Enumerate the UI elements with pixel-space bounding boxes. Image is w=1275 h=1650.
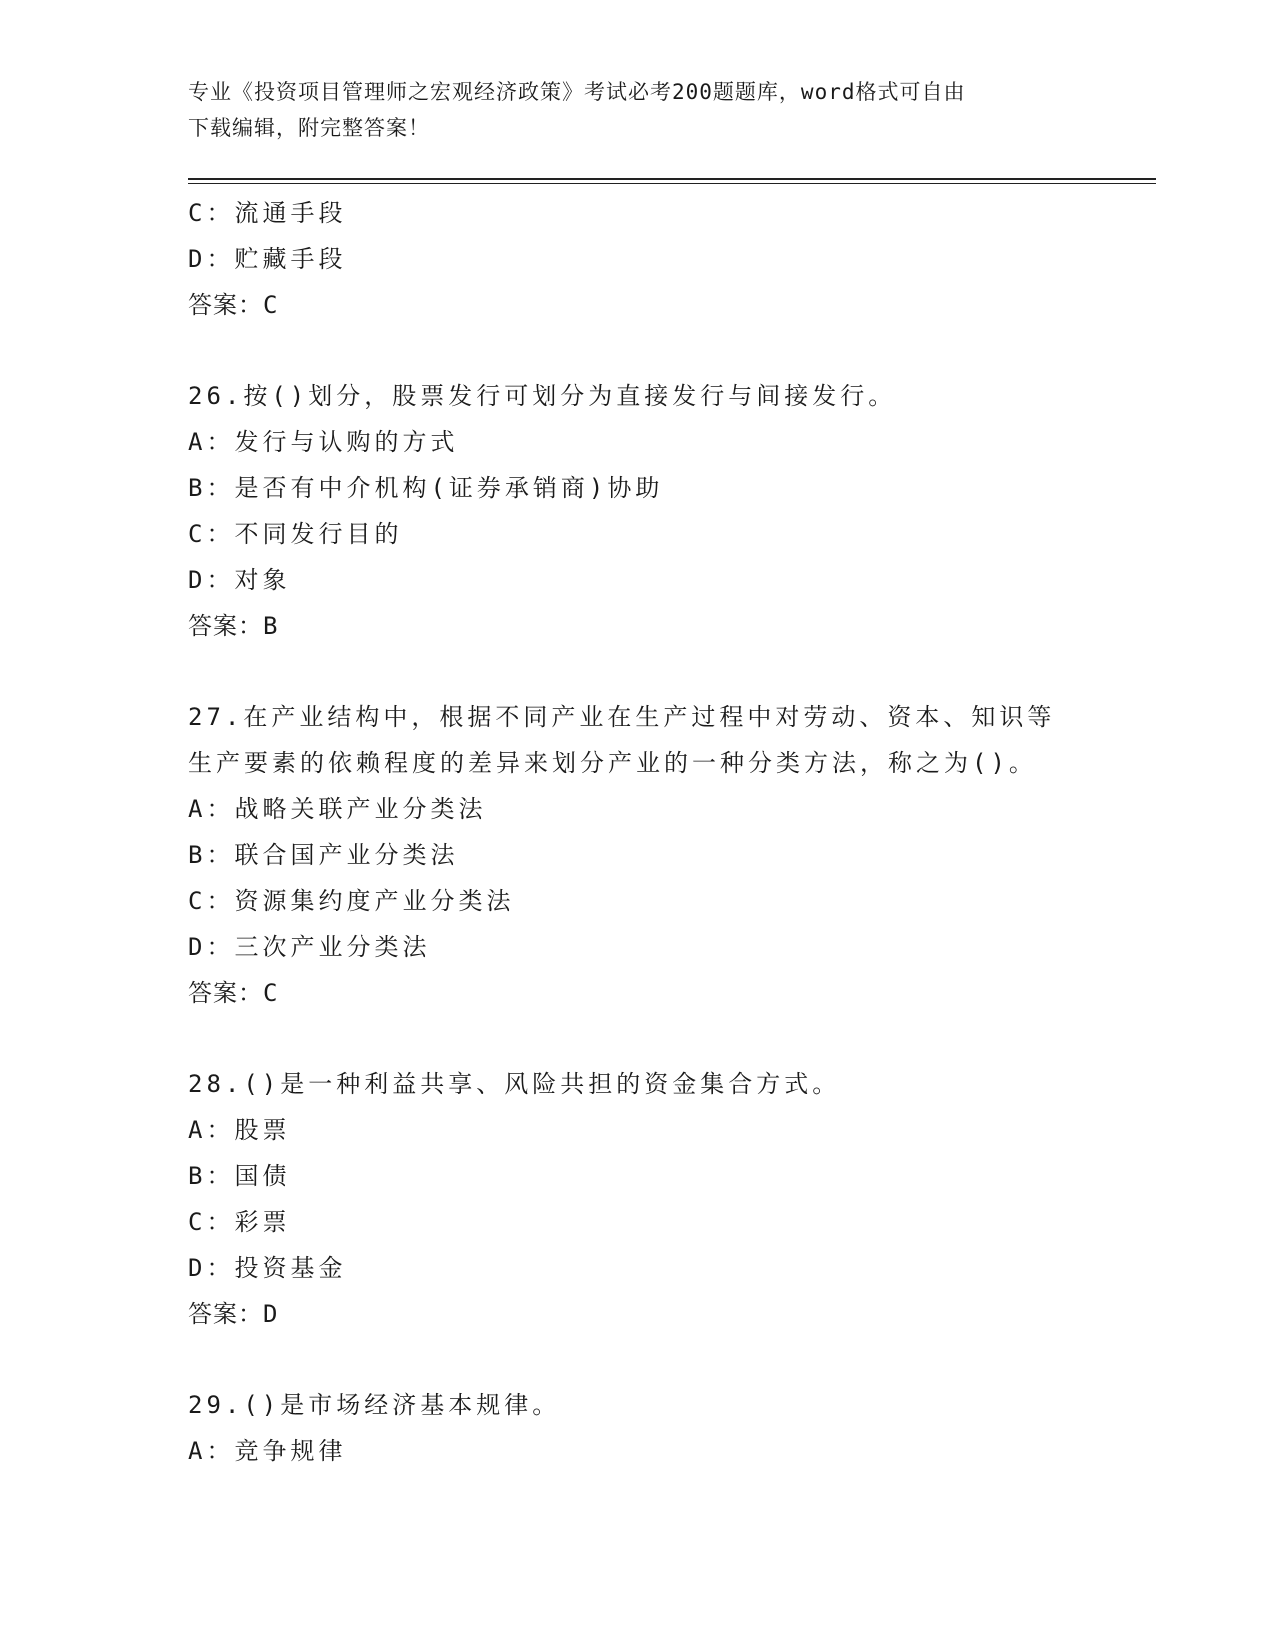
option-c: C：资源集约度产业分类法 xyxy=(188,887,515,915)
option-b: B：是否有中介机构(证券承销商)协助 xyxy=(188,474,664,502)
question-26 xyxy=(188,373,1108,649)
spacer xyxy=(188,649,1108,694)
header-line-1: 专业《投资项目管理师之宏观经济政策》考试必考200题题库，word格式可自由 xyxy=(188,80,966,104)
document-header xyxy=(188,74,1068,146)
option-a: A：竞争规律 xyxy=(188,1437,347,1465)
answer: 答案：C xyxy=(188,979,279,1007)
option-c: C：流通手段 xyxy=(188,199,347,227)
document-body xyxy=(188,190,1108,1474)
question-text: 26.按()划分，股票发行可划分为直接发行与间接发行。 xyxy=(188,382,897,410)
option-d: D：三次产业分类法 xyxy=(188,933,431,961)
header-divider-thin xyxy=(188,183,1156,184)
header-divider-thick xyxy=(188,178,1156,180)
option-a: A：战略关联产业分类法 xyxy=(188,795,487,823)
question-text: 28.()是一种利益共享、风险共担的资金集合方式。 xyxy=(188,1070,841,1098)
option-b: B：联合国产业分类法 xyxy=(188,841,459,869)
question-25-continuation xyxy=(188,190,1108,328)
header-line-2: 下载编辑，附完整答案！ xyxy=(188,116,430,140)
answer: 答案：D xyxy=(188,1300,279,1328)
question-text-line-1: 27.在产业结构中，根据不同产业在生产过程中对劳动、资本、知识等 xyxy=(188,703,1056,731)
spacer xyxy=(188,1016,1108,1061)
option-d: D：投资基金 xyxy=(188,1254,347,1282)
option-c: C：彩票 xyxy=(188,1208,291,1236)
answer: 答案：C xyxy=(188,291,279,319)
option-a: A：股票 xyxy=(188,1116,291,1144)
question-28 xyxy=(188,1061,1108,1337)
option-a: A：发行与认购的方式 xyxy=(188,428,459,456)
option-b: B：国债 xyxy=(188,1162,291,1190)
option-c: C：不同发行目的 xyxy=(188,520,403,548)
question-29 xyxy=(188,1382,1108,1474)
question-text-line-2: 生产要素的依赖程度的差异来划分产业的一种分类方法，称之为()。 xyxy=(188,749,1037,777)
spacer xyxy=(188,328,1108,373)
answer: 答案：B xyxy=(188,612,279,640)
spacer xyxy=(188,1337,1108,1382)
question-text: 29.()是市场经济基本规律。 xyxy=(188,1391,561,1419)
option-d: D：贮藏手段 xyxy=(188,245,347,273)
question-27 xyxy=(188,694,1108,1016)
option-d: D：对象 xyxy=(188,566,291,594)
